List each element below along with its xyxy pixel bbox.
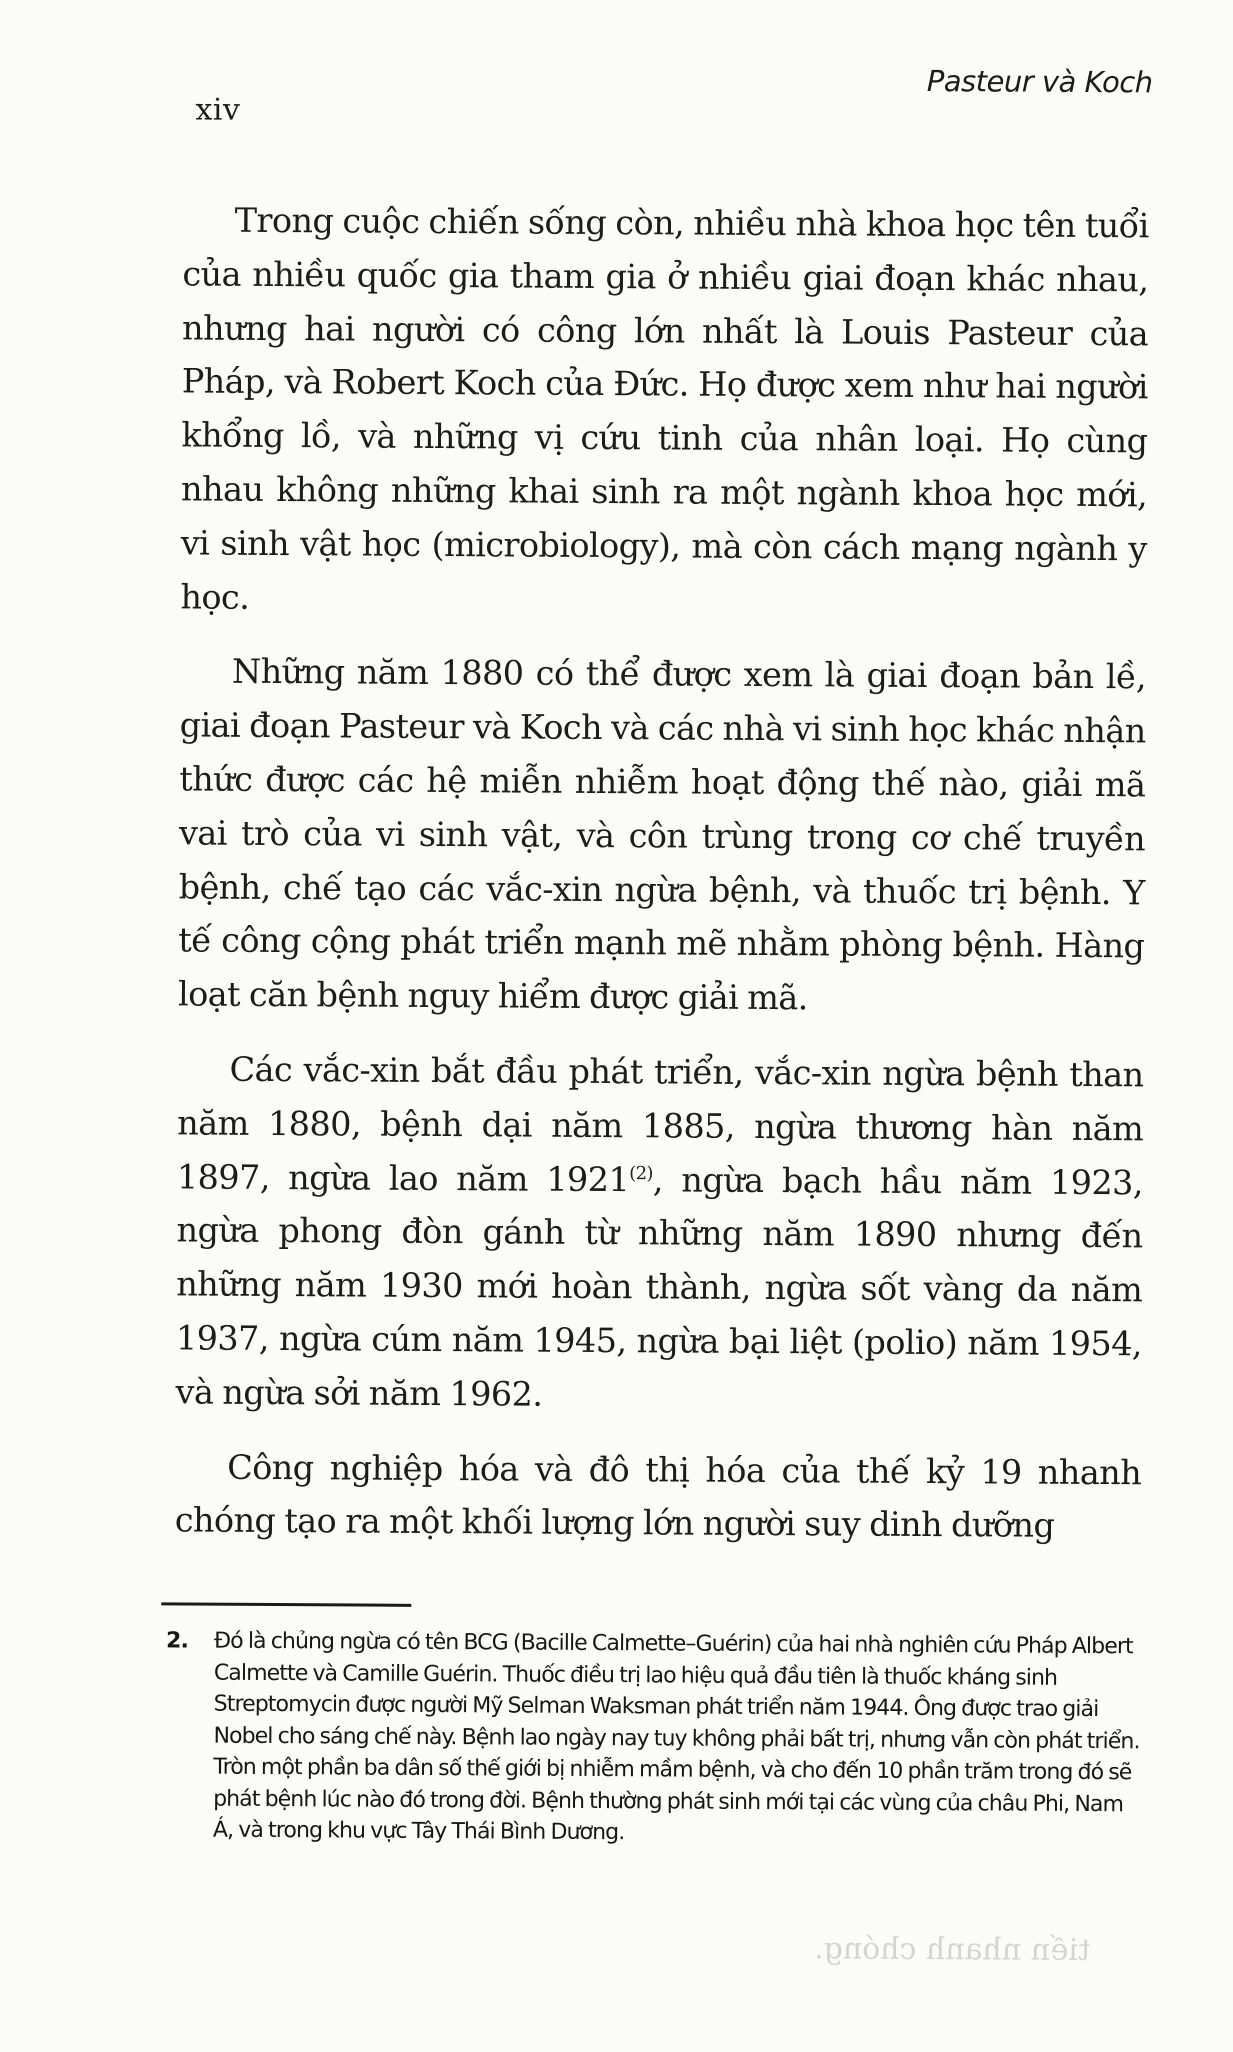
footnote-reference[interactable]: (2)	[629, 1162, 653, 1184]
footnote-number: 2.	[166, 1628, 189, 1654]
body-text	[175, 193, 1149, 1574]
paragraph-4: Công nghiệp hóa và đô thị hóa của thế kỷ 19 nhanh chóng tạo ra một khối lượng lớn người suy dinh dưỡng	[174, 1447, 1142, 1546]
footnote-text: Đó là chủng ngừa có tên BCG (Bacille Calmette–Guérin) của hai nhà nghiên cứu Pháp Albert Calmette và Camille Guérin. Thuốc điều trị lao hiệu quả đầu tiên là thuốc kháng sinh Streptomycin được người Mỹ Selman Waksman phát triển năm 1944. Ông được trao giải Nobel cho sáng chế này. Bệnh lao ngày nay tuy không phải bất trị, nhưng vẫn còn phát triển. Tròn một phần ba dân số thế giới bị nhiễm mầm bệnh, và cho đến 10 phần trăm trong đó sẽ phát bệnh lúc nào đó trong đời. Bệnh thường phát sinh mới tại các vùng của châu Phi, Nam Á, và trong khu vực Tây Thái Bình Dương.	[212, 1628, 1140, 1846]
footnote-item	[165, 1625, 1141, 1851]
page-number: xiv	[195, 92, 241, 128]
footnote-divider	[161, 1602, 411, 1607]
paragraph-3-part-1: Các vắc-xin bắt đầu phát triển, vắc-xin ngừa bệnh than năm 1880, bệnh dại năm 1885, ngừa thương hàn năm 1897, ngừa lao năm 1921	[176, 1049, 1144, 1199]
footnotes	[165, 1625, 1141, 1851]
paragraph-3	[175, 1042, 1143, 1424]
paragraph-3-part-2: , ngừa bạch hầu năm 1923, ngừa phong đòn gánh từ những năm 1890 nhưng đến những năm 1930 mới hoàn thành, ngừa sốt vàng da năm 1937, ngừa cúm năm 1945, ngừa bại liệt (polio) năm 1954, và ngừa sởi năm 1962.	[175, 1159, 1143, 1414]
paragraph-1: Trong cuộc chiến sống còn, nhiều nhà khoa học tên tuổi của nhiều quốc gia tham gia ở nhiều giai đoạn khác nhau, nhưng hai người có công lớn nhất là Louis Pasteur của Pháp, và Robert Koch của Đức. Họ được xem như hai người khổng lồ, và những vị cứu tinh của nhân loại. Họ cùng nhau không những khai sinh ra một ngành khoa học mới, vi sinh vật học (microbiology), mà còn cách mạng ngành y học.	[180, 200, 1149, 617]
paragraph-2: Những năm 1880 có thể được xem là giai đoạn bản lề, giai đoạn Pasteur và Koch và các nhà vi sinh học khác nhận thức được các hệ miễn nhiễm hoạt động thế nào, giải mã vai trò của vi sinh vật, và côn trùng trong cơ chế truyền bệnh, chế tạo các vắc-xin ngừa bệnh, và thuốc trị bệnh. Y tế công cộng phát triển mạnh mẽ nhằm phòng bệnh. Hàng loạt căn bệnh nguy hiểm được giải mã.	[177, 652, 1147, 1018]
running-title: Pasteur và Koch	[926, 63, 1153, 100]
show-through-text: tiến nhanh chóng.	[814, 1931, 1091, 1969]
